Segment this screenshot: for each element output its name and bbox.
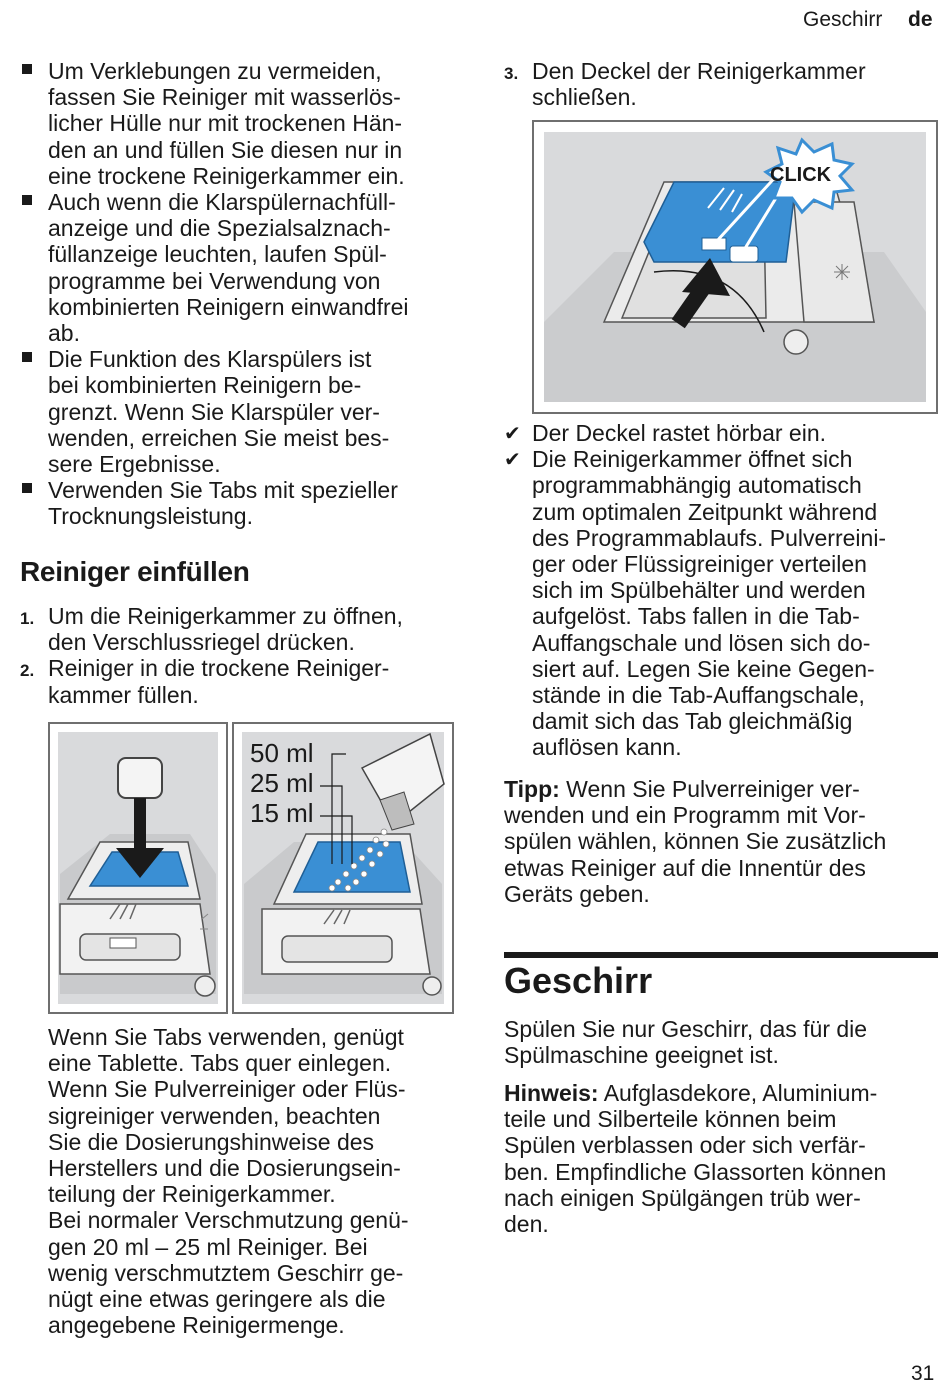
left-bullet-list: [20, 58, 460, 530]
tip-paragraph: Tipp: Wenn Sie Pulverreiniger ver- wenden und ein Programm mit Vor- spülen wählen, können Sie zusätzlich etwas Reiniger auf die Innentür des Geräts geben.: [504, 776, 887, 907]
square-bullet-icon: [22, 483, 32, 493]
note-paragraph: Hinweis: Aufglasdekore, Aluminium- teile und Silberteile können beim Spülen verblassen oder sich verfär- ben. Empfindliche Glassorten können nach einigen Spülgängen trüb wer- den.: [504, 1080, 887, 1238]
list-item: Verwenden Sie Tabs mit spezieller Trocknungsleistung.: [20, 477, 460, 529]
step-3: [504, 58, 934, 110]
figure-close-lid: [532, 120, 938, 414]
list-item: 3. Den Deckel der Reinigerkammer schließen.: [504, 58, 866, 111]
square-bullet-icon: [22, 64, 32, 74]
measure-label-50: 50 ml: [250, 738, 314, 768]
figure-powder-dosing: [232, 722, 454, 1014]
running-header-language: de: [908, 8, 933, 31]
square-bullet-icon: [22, 195, 32, 205]
section-heading-geschirr: Geschirr: [504, 960, 653, 1001]
list-item: 1. Um die Reinigerkammer zu öffnen, den Verschlussriegel drücken.: [20, 603, 403, 656]
list-item: Die Funktion des Klarspülers ist bei kombinierten Reinigern be- grenzt. Wenn Sie Klarspüler ver- wenden, erreichen Sie meist bes- sere Ergebnisse.: [20, 346, 460, 477]
step-number: 1.: [20, 609, 35, 628]
tip-label: Tipp:: [504, 776, 560, 802]
note-label: Hinweis:: [504, 1080, 599, 1106]
step-number: 2.: [20, 661, 35, 681]
measure-label-25: 25 ml: [250, 768, 314, 798]
click-label: CLICK: [770, 164, 832, 186]
step-number: 3.: [504, 64, 519, 83]
checkmark-icon: ✔: [504, 423, 521, 445]
page-number: 31: [911, 1362, 935, 1385]
measure-label-15: 15 ml: [250, 798, 314, 828]
list-item: Auch wenn die Klarspülernachfüll- anzeige und die Spezialsalznach- füllanzeige leuchten, laufen Spül- programme bei Verwendung von kombinierten Reinigern einwandfrei ab.: [20, 189, 460, 346]
square-bullet-icon: [22, 352, 32, 362]
checkmark-icon: ✔: [504, 449, 521, 472]
figure-tab-insert: [48, 722, 228, 1014]
step-list: [20, 603, 460, 708]
section-rule: [504, 952, 938, 958]
list-item: ✔ Der Deckel rastet hörbar ein.: [504, 420, 827, 446]
intro-paragraph: Spülen Sie nur Geschirr, das für die Spülmaschine geeignet ist.: [504, 1016, 868, 1069]
measure-labels: [250, 738, 314, 828]
list-item: 2. Reiniger in die trockene Reiniger- kammer füllen.: [20, 655, 390, 708]
result-list: [504, 420, 934, 761]
list-item: ✔ Die Reinigerkammer öffnet sich programmabhängig automatisch zum optimalen Zeitpunkt während des Programmablaufs. Pulverreini- ger oder Flüssigreiniger verteilen sich im Spülbehälter und werden aufgelöst. Tabs fallen in die Tab- Auffangschale und lösen sich do- siert auf. Legen Sie keine Gegen- stände in die Tab-Auffangschale, damit sich das Tab gleichmäßig auflösen kann.: [504, 446, 887, 761]
dosing-paragraph: Wenn Sie Tabs verwenden, genügt eine Tablette. Tabs quer einlegen. Wenn Sie Pulverreiniger oder Flüs- sigreiniger verwenden, beachten Sie die Dosierungshinweise des Herstellers und die Dosierungsein- teilung der Reinigerkammer. Bei normaler Verschmutzung genü- gen 20 ml – 25 ml Reiniger. Bei wenig verschmutztem Geschirr ge- nügt eine etwas geringere als die angegebene Reinigermenge.: [48, 1024, 409, 1339]
section-heading-reiniger: Reiniger einfüllen: [20, 556, 250, 587]
list-item: Um Verklebungen zu vermeiden, fassen Sie Reiniger mit wasserlös- licher Hülle nur mit trockenen Hän- den an und füllen Sie diesen nur in eine trockene Reinigerkammer ein.: [20, 58, 460, 189]
running-header-section: Geschirr: [803, 8, 883, 31]
